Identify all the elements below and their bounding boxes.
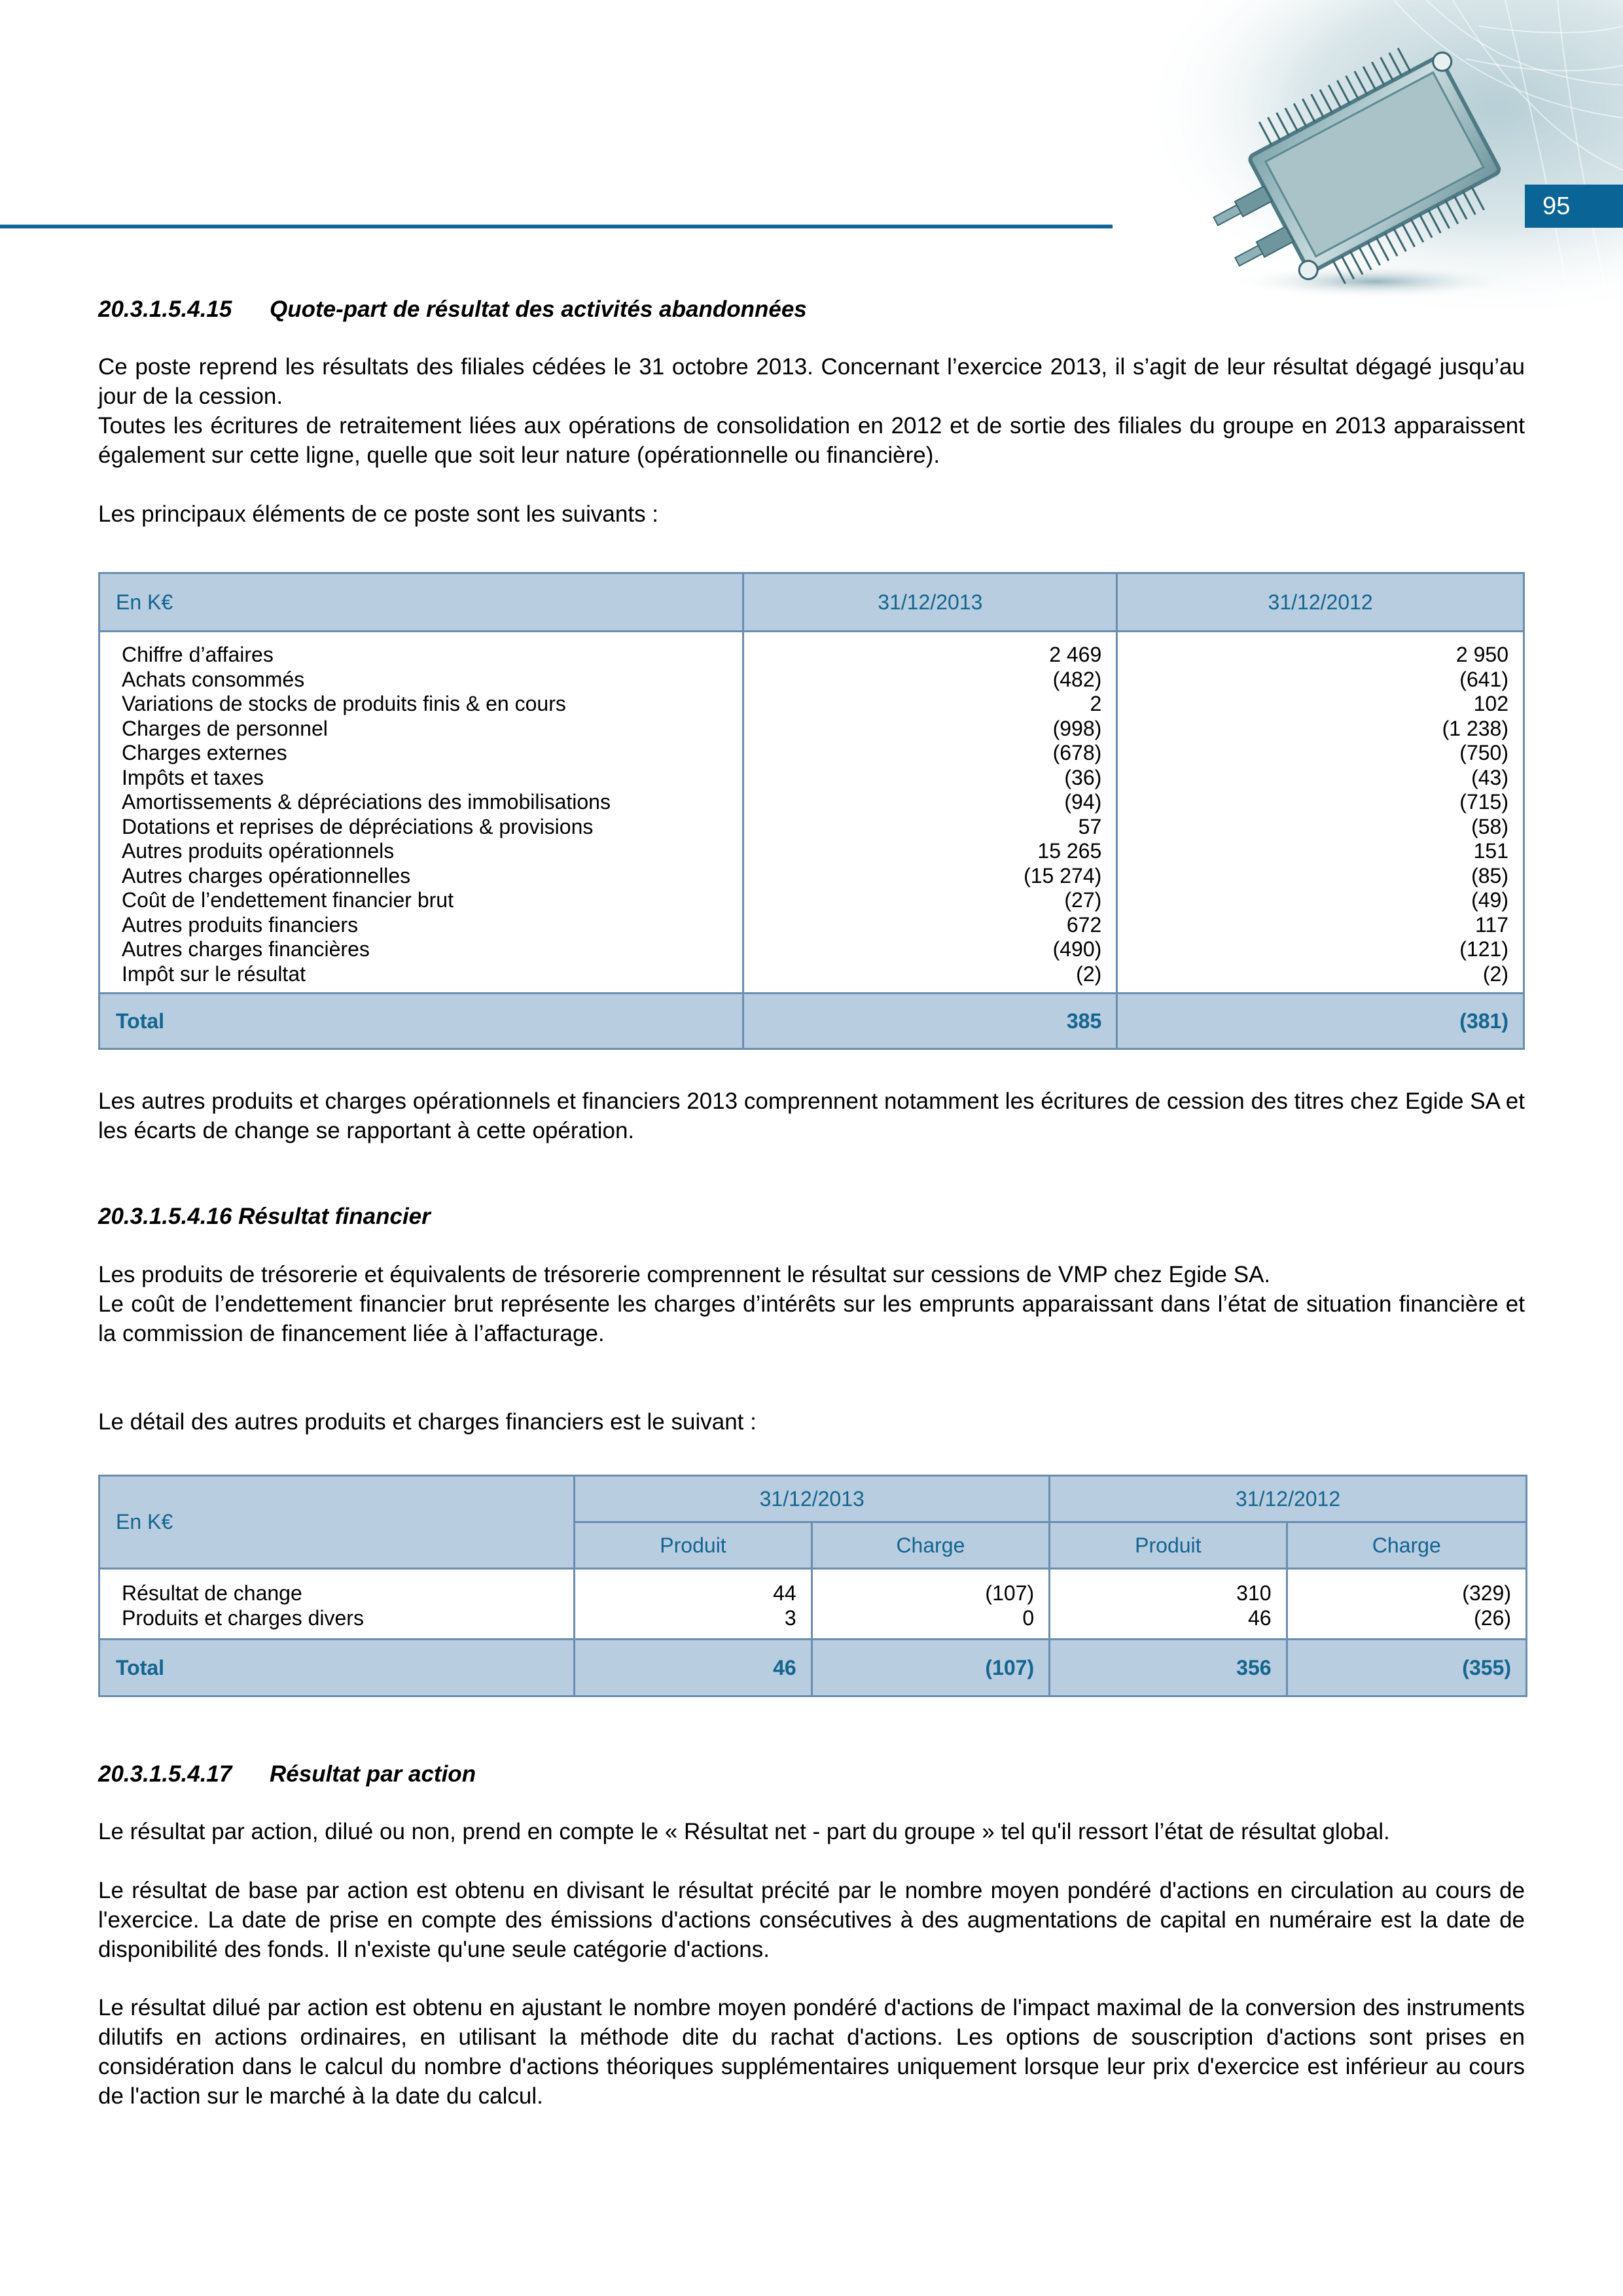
cell-value-2012: (43) [1471, 765, 1508, 789]
discontinued-operations-table [98, 572, 1525, 1050]
table-header-row [99, 573, 1524, 632]
electronic-package-illustration [1113, 0, 1623, 308]
table-intro: Les principaux éléments de ce poste sont les suivants : [98, 501, 659, 527]
subheader-charge-2012: Charge [1287, 1522, 1526, 1569]
row-label: Résultat de change [122, 1581, 302, 1605]
paragraph: Les produits de trésorerie et équivalents de trésorerie comprennent le résultat sur cessions de VMP chez Egide SA. [98, 1262, 1271, 1287]
cell-value-2012: (1 238) [1442, 716, 1508, 740]
cell-value-2012: (85) [1471, 863, 1508, 888]
row-label: Autres produits financiers [122, 912, 359, 937]
column-header-unit: En K€ [99, 1476, 575, 1569]
cell-value-2013: 15 265 [1037, 839, 1102, 863]
row-label: Impôt sur le résultat [122, 961, 306, 986]
cell-value: (26) [1474, 1605, 1511, 1630]
column-header-2012: 31/12/2012 [1117, 573, 1524, 632]
cell-value-2013: (490) [1052, 937, 1102, 961]
cell-value-2013: (678) [1052, 741, 1102, 764]
cell-value: 0 [1022, 1605, 1035, 1630]
section-heading-17 [98, 1759, 1525, 1789]
cell-value-2013: (15 274) [1024, 863, 1102, 888]
cell-value-2012: 151 [1473, 839, 1508, 863]
row-label: Charges de personnel [122, 716, 328, 740]
total-value: 356 [1050, 1640, 1287, 1696]
row-label: Autres charges financières [122, 937, 370, 961]
paragraph: Le coût de l’endettement financier brut représente les charges d’intérêts sur les emprunts apparaissant dans l’état de situation financière et la commission de financement liée à l’affacturage. [98, 1291, 1525, 1346]
section-title: Quote-part de résultat des activités abandonnées [270, 296, 807, 322]
row-label: Amortissements & dépréciations des immobilisations [122, 790, 611, 814]
cell-value: 3 [784, 1605, 796, 1630]
cell-value: 310 [1236, 1581, 1272, 1605]
cell-value-2013: (36) [1064, 765, 1102, 789]
total-2012: (381) [1117, 994, 1524, 1049]
cell-value-2013: 672 [1066, 912, 1102, 937]
paragraph: Ce poste reprend les résultats des filiales cédées le 31 octobre 2013. Concernant l’exercice 2013, il s’agit de leur résultat dégagé jusqu’au jour de la cession. [98, 354, 1525, 409]
cell-value-2012: (2) [1482, 961, 1508, 986]
cell-value-2012: (750) [1459, 741, 1508, 764]
column-header-2013: 31/12/2013 [575, 1476, 1050, 1522]
row-label: Chiffre d’affaires [122, 643, 274, 666]
header-illustration [1113, 0, 1623, 308]
cell-value: 44 [773, 1581, 796, 1605]
total-label: Total [99, 994, 743, 1049]
cell-value-2012: (715) [1459, 790, 1508, 814]
cell-value: 46 [1247, 1605, 1272, 1630]
row-label: Autres charges opérationnelles [122, 863, 411, 888]
cell-value-2013: 57 [1078, 814, 1102, 838]
row-label: Coût de l’endettement financier brut [122, 888, 454, 912]
table-total-row [99, 1640, 1527, 1696]
page-number-badge: 95 [1525, 185, 1623, 228]
subheader-charge-2013: Charge [812, 1522, 1049, 1569]
cell-value-2012: (641) [1459, 667, 1508, 691]
column-header-unit: En K€ [99, 573, 743, 632]
section-number: 20.3.1.5.4.16 [98, 1204, 232, 1229]
header-rule [0, 224, 1113, 228]
table-intro: Le détail des autres produits et charges financiers est le suivant : [98, 1409, 757, 1435]
cell-value: (107) [985, 1581, 1035, 1605]
cell-value-2013: (2) [1076, 961, 1102, 986]
row-label: Autres produits opérationnels [122, 839, 395, 863]
cell-value-2013: 2 [1090, 692, 1102, 715]
row-label: Produits et charges divers [122, 1605, 364, 1630]
section-17-paragraph-3: Le résultat dilué par action est obtenu en ajustant le nombre moyen pondéré d'actions de l'impact maximal de la conversion des instruments dilutifs en actions ordinaires, en utilisant la méthode dite du rachat d'actions. Les options de souscription d'actions sont prises en considération dans le calcul du nombre d'actions théoriques supplémentaires uniquement lorsque leur prix d'exercice est inférieur au cours de l'action sur le marché à la date du calcul. [98, 1995, 1525, 2109]
row-label: Achats consommés [122, 667, 305, 691]
section-heading-15 [98, 295, 1525, 324]
section-15-body [98, 352, 1525, 470]
values-2012 [1118, 643, 1508, 986]
section-15-after: Les autres produits et charges opérationnels et financiers 2013 comprennent notamment les écritures de cession des titres chez Egide SA et les écarts de change se rapportant à cette opération. [98, 1088, 1525, 1143]
table-body-row [99, 632, 1524, 994]
column-header-2013: 31/12/2013 [743, 573, 1117, 632]
section-title: Résultat financier [238, 1204, 431, 1229]
paragraph: Toutes les écritures de retraitement liées aux opérations de consolidation en 2012 et de sortie des filiales du groupe en 2013 apparaissent également sur cette ligne, quelle que soit leur nature (opérationnelle ou financière). [98, 413, 1525, 468]
cell-value-2012: (49) [1471, 888, 1508, 912]
cell-value-2013: 2 469 [1049, 643, 1102, 666]
cell-value-2012: 117 [1474, 912, 1508, 937]
cell-value-2012: (58) [1471, 814, 1508, 838]
cell-value-2013: (998) [1052, 716, 1102, 740]
subheader-produit-2013: Produit [575, 1522, 812, 1569]
section-title: Résultat par action [270, 1761, 476, 1787]
financial-income-expense-table [98, 1475, 1527, 1697]
table-total-row [99, 994, 1524, 1049]
section-heading-16 [98, 1202, 1525, 1231]
cell-value-2012: (121) [1459, 937, 1508, 961]
total-label: Total [99, 1640, 575, 1696]
values-2013 [744, 643, 1101, 986]
cell-value-2012: 102 [1473, 692, 1508, 715]
cell-value-2013: (27) [1064, 888, 1102, 912]
section-number: 20.3.1.5.4.15 [98, 296, 232, 322]
row-label: Impôts et taxes [122, 765, 264, 789]
cell-value-2013: (94) [1064, 790, 1102, 814]
cell-value-2013: (482) [1052, 667, 1102, 691]
cell-value-2012: 2 950 [1455, 643, 1508, 666]
row-label: Variations de stocks de produits finis & en cours [122, 692, 566, 715]
section-17-paragraph-2: Le résultat de base par action est obtenu en divisant le résultat précité par le nombre moyen pondéré d'actions en circulation au cours de l'exercice. La date de prise en compte des émissions d'actions consécutives à des augmentations de capital en numéraire est la date de disponibilité des fonds. Il n'existe qu'une seule catégorie d'actions. [98, 1878, 1525, 1962]
section-number: 20.3.1.5.4.17 [98, 1761, 232, 1787]
table-period-header-row [99, 1476, 1527, 1522]
cell-value: (329) [1462, 1581, 1511, 1605]
row-label: Dotations et reprises de dépréciations & provisions [122, 814, 594, 838]
total-value: (107) [812, 1640, 1049, 1696]
row-label: Charges externes [122, 741, 287, 764]
total-2013: 385 [743, 994, 1117, 1049]
subheader-produit-2012: Produit [1050, 1522, 1287, 1569]
section-17-paragraph-1: Le résultat par action, dilué ou non, prend en compte le « Résultat net - part du groupe » tel qu'il ressort l’état de résultat global. [98, 1819, 1390, 1844]
total-value: (355) [1287, 1640, 1526, 1696]
total-value: 46 [575, 1640, 812, 1696]
row-labels [122, 1581, 573, 1630]
section-16-body [98, 1260, 1525, 1348]
row-labels [122, 643, 742, 986]
column-header-2012: 31/12/2012 [1050, 1476, 1527, 1522]
table-body-row [99, 1569, 1527, 1640]
